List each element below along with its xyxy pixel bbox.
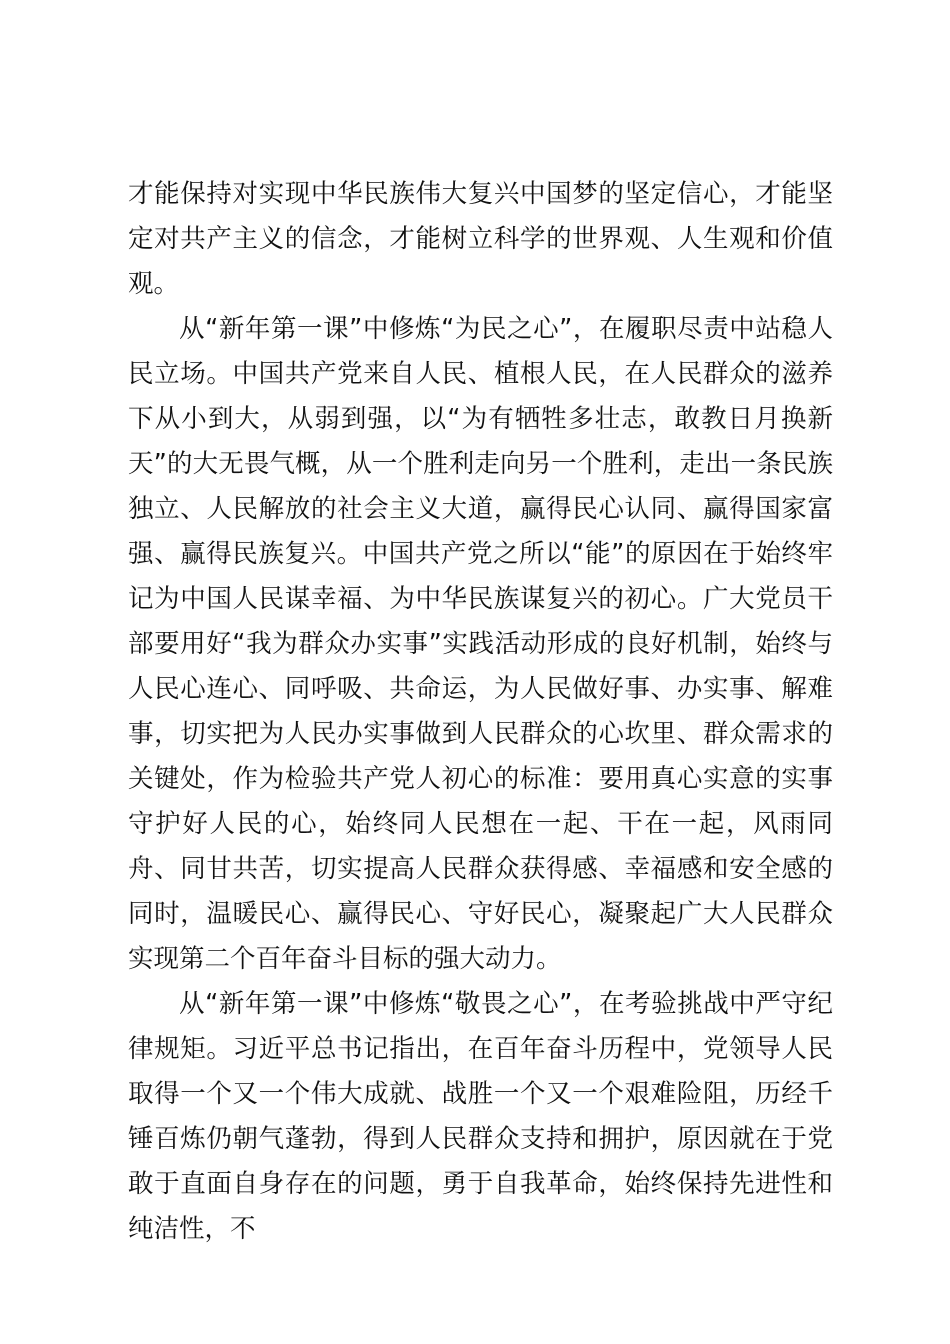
paragraph-3: 从“新年第一课”中修炼“敬畏之心”，在考验挑战中严守纪律规矩。习近平总书记指出，在百年奋斗历程中，党领导人民取得一个又一个伟大成就、战胜一个又一个艰难险阻，历经千锤百炼仍朝气蓬勃，得到人民群众支持和拥护，原因就在于党敢于直面自身存在的问题，勇于自我革命，始终保持先进性和纯洁性，不 [128,989,833,1244]
paragraph-2: 从“新年第一课”中修炼“为民之心”，在履职尽责中站稳人民立场。中国共产党来自人民、植根人民，在人民群众的滋养下从小到大，从弱到强，以“为有牺牲多壮志，敢教日月换新天”的大无畏气概，从一个胜利走向另一个胜利，走出一条民族独立、人民解放的社会主义大道，赢得民心认同、赢得国家富强、赢得民族复兴。中国共产党之所以“能”的原因在于始终牢记为中国人民谋幸福、为中华民族谋复兴的初心。广大党员干部要用好“我为群众办实事”实践活动形成的良好机制，始终与人民心连心、同呼吸、共命运，为人民做好事、办实事、解难事，切实把为人民办实事做到人民群众的心坎里、群众需求的关键处，作为检验共产党人初心的标准：要用真心实意的实事守护好人民的心，始终同人民想在一起、干在一起，风雨同舟、同甘共苦，切实提高人民群众获得感、幸福感和安全感的同时，温暖民心、赢得民心、守好民心，凝聚起广大人民群众实现第二个百年奋斗目标的强大动力。 [128,314,833,974]
body-text [128,172,833,1252]
paragraph-1: 才能保持对实现中华民族伟大复兴中国梦的坚定信心，才能坚定对共产主义的信念，才能树立科学的世界观、人生观和价值观。 [128,179,833,299]
